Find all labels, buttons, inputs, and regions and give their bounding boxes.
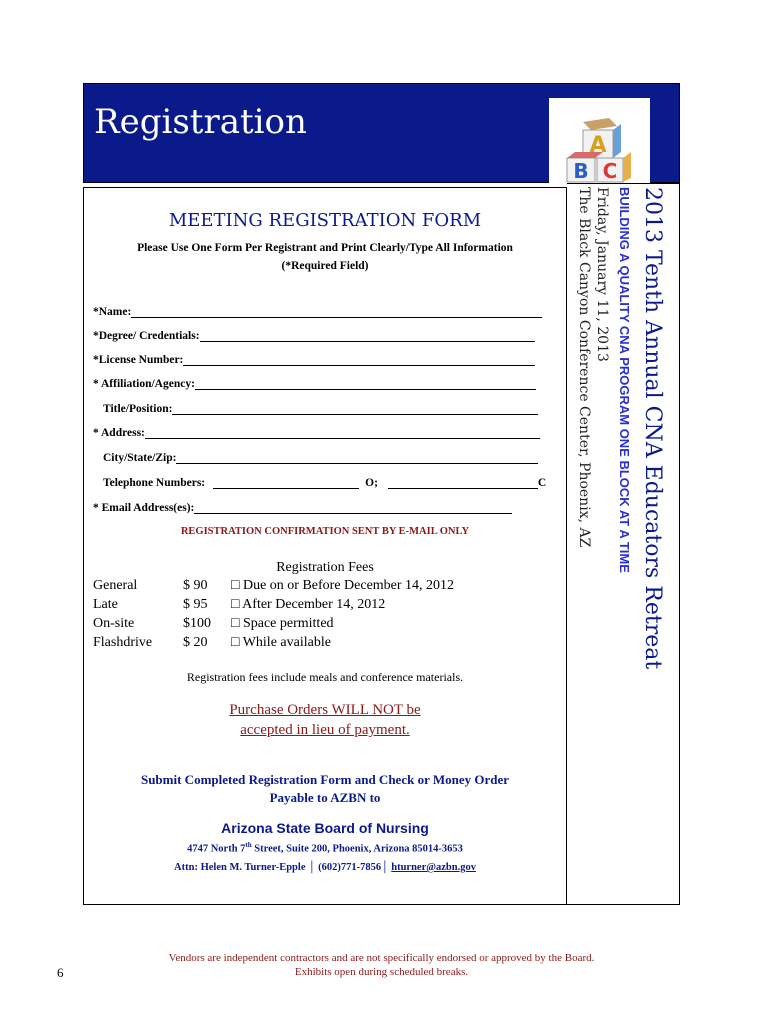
submit-instruction: Submit Completed Registration Form and Check or Money Order [140,772,510,787]
license-field[interactable] [93,354,535,366]
title-label: Title/Position: [103,403,173,415]
address-field[interactable] [93,427,540,439]
logo-letter-a: A [589,133,607,158]
attn-line [83,862,567,873]
footer-vendors-note: Vendors are independent contractors and are not specifically endorsed or approved by the Board. [168,952,595,964]
email-line[interactable] [194,502,512,514]
city-line[interactable] [176,452,538,464]
payee-name: Arizona State Board of Nursing [221,820,429,836]
footer-exhibits-note: Exhibits open during scheduled breaks. [294,966,469,978]
fee-note: □ Space permitted [231,616,334,631]
contact-email-link[interactable]: hturner@azbn.gov [391,862,476,873]
fee-amount: $100 [183,616,211,631]
phone-office-line[interactable] [213,477,359,489]
fee-category: Flashdrive [93,635,153,650]
fee-category: On-site [93,616,135,631]
affiliation-label: * Affiliation/Agency: [93,378,195,390]
phone-cell-line[interactable] [388,477,538,489]
title-field[interactable] [103,403,538,415]
payable-to: Payable to AZBN to [269,790,381,805]
telephone-field[interactable] [103,477,546,489]
name-line[interactable] [131,306,542,318]
logo-letter-b: B [573,159,589,183]
title-line[interactable] [172,403,538,415]
phone-cell-label: C [537,477,547,489]
address-line[interactable] [145,427,540,439]
fee-note: □ Due on or Before December 14, 2012 [231,578,455,593]
confirmation-note: REGISTRATION CONFIRMATION SENT BY E-MAIL ONLY [180,526,470,537]
name-field[interactable] [93,306,542,318]
abc-blocks-icon [549,98,650,184]
degree-field[interactable] [93,330,535,342]
city-field[interactable] [103,452,538,464]
name-label: *Name: [93,306,132,318]
event-tagline: BUILDING A QUALITY CNA PROGRAM ONE BLOCK AT A TIME [617,187,632,573]
license-label: *License Number: [93,354,184,366]
degree-line[interactable] [200,330,535,342]
page-title: Registration [94,102,307,142]
logo-letter-c: C [602,159,618,183]
form-title: MEETING REGISTRATION FORM [168,210,482,231]
attn-contact: Attn: Helen M. Turner-Epple │ (602)771-7856│ [174,862,389,873]
address-label: * Address: [93,427,145,439]
event-title: 2013 Tenth Annual CNA Educators Retreat [640,187,665,670]
required-note: (*Required Field) [281,260,369,272]
email-label: * Email Address(es): [93,502,195,514]
fee-amount: $ 20 [183,635,208,650]
page-number: 6 [57,965,64,980]
event-location: The Black Canyon Conference Center, Phoenix, AZ [576,187,592,548]
telephone-label: Telephone Numbers: [103,477,206,489]
fee-amount: $ 95 [183,597,208,612]
fee-amount: $ 90 [183,578,208,593]
fee-note: □ After December 14, 2012 [231,597,386,612]
fee-category: Late [93,597,118,612]
fees-title: Registration Fees [276,560,374,575]
header-banner [83,83,680,183]
city-label: City/State/Zip: [103,452,177,464]
payee-address: 4747 North 7th Street, Suite 200, Phoenix, Arizona 85014-3653 [187,841,463,855]
fee-note: □ While available [231,635,331,650]
purchase-orders-line2: accepted in lieu of payment. [240,722,410,738]
fee-category: General [93,578,138,593]
affiliation-field[interactable] [93,378,536,390]
email-field[interactable] [93,502,512,514]
event-date: Friday, January 11, 2013 [594,187,610,362]
form-instruction: Please Use One Form Per Registrant and Print Clearly/Type All Information [137,242,513,254]
abc-blocks-logo [549,98,650,184]
meals-note: Registration fees include meals and conference materials. [186,670,464,684]
purchase-orders-line1: Purchase Orders WILL NOT be [229,702,421,718]
phone-office-label: O; [365,477,378,489]
affiliation-line[interactable] [195,378,536,390]
degree-label: *Degree/ Credentials: [93,330,200,342]
license-line[interactable] [183,354,535,366]
